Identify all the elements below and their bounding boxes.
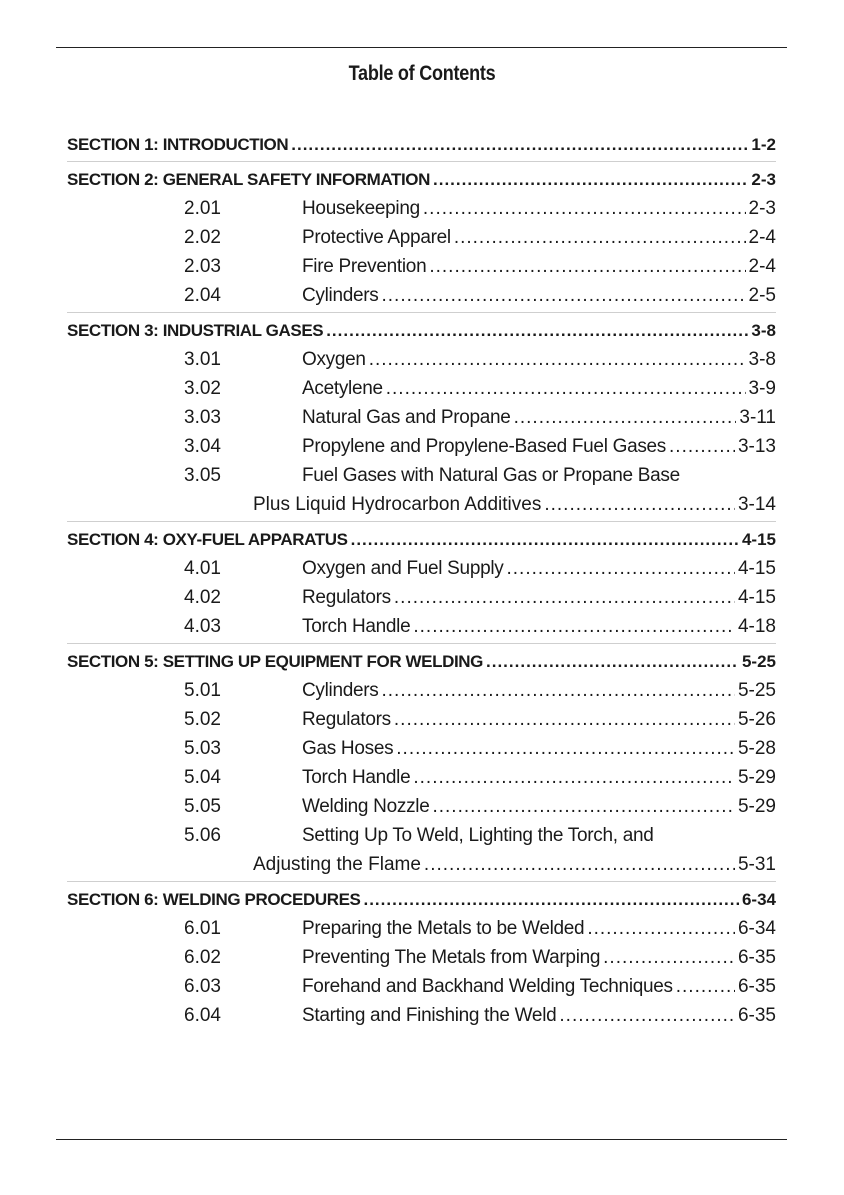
bottom-rule: [56, 1139, 787, 1140]
dot-leader: [423, 194, 746, 223]
subsection-title: Forehand and Backhand Welding Techniques: [302, 976, 673, 997]
subsection-title: Protective Apparel: [302, 227, 451, 248]
subsection-number: 3.05: [184, 465, 221, 486]
subsection-title: Oxygen: [302, 349, 366, 370]
top-rule: [56, 47, 787, 48]
toc-subsection-row[interactable]: [67, 676, 776, 705]
subsection-number: 4.03: [184, 616, 221, 637]
dot-leader: [382, 281, 746, 310]
dot-leader: [454, 223, 746, 252]
dot-leader: [486, 647, 739, 676]
dot-leader: [433, 165, 748, 194]
toc-subsection-row[interactable]: [67, 763, 776, 792]
subsection-title: Preparing the Metals to be Welded: [302, 918, 585, 939]
dot-leader: [603, 943, 735, 972]
section-divider: [67, 161, 776, 162]
toc-subsection-row[interactable]: [67, 345, 776, 374]
subsection-page-number: 6-35: [737, 1005, 776, 1026]
dot-leader: [394, 705, 735, 734]
dot-leader: [291, 130, 748, 159]
subsection-title: Cylinders: [302, 285, 379, 306]
toc-subsection-row[interactable]: [67, 1001, 776, 1030]
subsection-page-number: 4-15: [737, 587, 776, 608]
subsection-page-number: 5-25: [737, 680, 776, 701]
subsection-title-continued: Plus Liquid Hydrocarbon Additives: [253, 494, 542, 515]
subsection-number: 4.02: [184, 587, 221, 608]
table-of-contents: [67, 130, 776, 1030]
subsection-page-number: 6-34: [737, 918, 776, 939]
toc-subsection-row[interactable]: [67, 914, 776, 943]
page-title: Table of Contents: [348, 62, 496, 85]
subsection-title: Fire Prevention: [302, 256, 427, 277]
section-divider: [67, 643, 776, 644]
toc-subsection-row[interactable]: [67, 194, 776, 223]
subsection-title: Natural Gas and Propane: [302, 407, 511, 428]
section-title: SECTION 6: WELDING PROCEDURES: [67, 890, 361, 909]
toc-section-row[interactable]: [67, 647, 776, 676]
dot-leader: [669, 432, 735, 461]
subsection-title: Propylene and Propylene-Based Fuel Gases: [302, 436, 667, 457]
subsection-page-number: 4-15: [737, 558, 776, 579]
subsection-number: 2.04: [184, 285, 221, 306]
toc-subsection-row[interactable]: [67, 461, 776, 490]
subsection-number: 6.03: [184, 976, 221, 997]
toc-subsection-row[interactable]: [67, 281, 776, 310]
section-page-number: 4-15: [741, 530, 776, 549]
section-page-number: 3-8: [751, 321, 776, 340]
toc-subsection-row[interactable]: [67, 432, 776, 461]
subsection-number: 3.01: [184, 349, 221, 370]
toc-subsection-row[interactable]: [67, 583, 776, 612]
toc-section-row[interactable]: [67, 525, 776, 554]
section-page-number: 6-34: [741, 890, 776, 909]
dot-leader: [382, 676, 735, 705]
subsection-page-number: 2-4: [748, 227, 776, 248]
subsection-title: Acetylene: [302, 378, 383, 399]
subsection-page-number: 3-8: [748, 349, 776, 370]
subsection-number: 5.04: [184, 767, 221, 788]
subsection-number: 4.01: [184, 558, 221, 579]
subsection-title: Housekeeping: [302, 198, 420, 219]
subsection-page-number: 5-29: [737, 767, 776, 788]
subsection-page-number: 5-29: [737, 796, 776, 817]
subsection-title: Regulators: [302, 709, 391, 730]
toc-subsection-row[interactable]: [67, 403, 776, 432]
subsection-page-number: 4-18: [737, 616, 776, 637]
subsection-number: 3.04: [184, 436, 221, 457]
section-divider: [67, 312, 776, 313]
subsection-title: Fuel Gases with Natural Gas or Propane Base: [302, 465, 680, 486]
dot-leader: [413, 763, 735, 792]
subsection-number: 2.01: [184, 198, 221, 219]
subsection-title: Welding Nozzle: [302, 796, 430, 817]
toc-subsection-row[interactable]: [67, 792, 776, 821]
toc-subsection-continuation[interactable]: [67, 850, 776, 879]
subsection-page-number: 2-4: [748, 256, 776, 277]
dot-leader: [424, 850, 735, 879]
section-title: SECTION 5: SETTING UP EQUIPMENT FOR WELDING: [67, 652, 484, 671]
dot-leader: [363, 885, 738, 914]
toc-section-row[interactable]: [67, 885, 776, 914]
dot-leader: [351, 525, 739, 554]
section-divider: [67, 881, 776, 882]
dot-leader: [369, 345, 746, 374]
toc-subsection-row[interactable]: [67, 972, 776, 1001]
section-title: SECTION 4: OXY-FUEL APPARATUS: [67, 530, 348, 549]
subsection-page-number: 5-26: [737, 709, 776, 730]
dot-leader: [429, 252, 745, 281]
subsection-title: Gas Hoses: [302, 738, 394, 759]
dot-leader: [326, 316, 748, 345]
dot-leader: [587, 914, 735, 943]
dot-leader: [413, 612, 735, 641]
subsection-number: 5.02: [184, 709, 221, 730]
subsection-number: 2.02: [184, 227, 221, 248]
subsection-page-number: 3-11: [739, 407, 776, 428]
subsection-title: Torch Handle: [302, 767, 411, 788]
section-page-number: 1-2: [751, 135, 776, 154]
subsection-number: 6.01: [184, 918, 221, 939]
toc-section-row[interactable]: [67, 165, 776, 194]
subsection-page-number: 2-5: [748, 285, 776, 306]
section-divider: [67, 521, 776, 522]
toc-subsection-row[interactable]: [67, 612, 776, 641]
subsection-page-number: 6-35: [737, 947, 776, 968]
subsection-page-number: 3-9: [748, 378, 776, 399]
dot-leader: [514, 403, 737, 432]
subsection-title: Preventing The Metals from Warping: [302, 947, 601, 968]
toc-subsection-row[interactable]: [67, 374, 776, 403]
subsection-number: 3.02: [184, 378, 221, 399]
subsection-page-number: 5-31: [737, 854, 776, 875]
subsection-title: Regulators: [302, 587, 391, 608]
section-title: SECTION 3: INDUSTRIAL GASES: [67, 321, 324, 340]
subsection-title: Oxygen and Fuel Supply: [302, 558, 504, 579]
toc-subsection-row[interactable]: [67, 734, 776, 763]
dot-leader: [506, 554, 734, 583]
subsection-page-number: 2-3: [748, 198, 776, 219]
toc-subsection-row[interactable]: [67, 705, 776, 734]
section-page-number: 2-3: [751, 170, 776, 189]
section-title: SECTION 1: INTRODUCTION: [67, 135, 289, 154]
subsection-page-number: 3-14: [737, 494, 776, 515]
dot-leader: [396, 734, 735, 763]
dot-leader: [559, 1001, 735, 1030]
toc-section-row[interactable]: [67, 130, 776, 159]
subsection-number: 5.06: [184, 825, 221, 846]
toc-section-row[interactable]: [67, 316, 776, 345]
dot-leader: [386, 374, 746, 403]
subsection-number: 6.04: [184, 1005, 221, 1026]
dot-leader: [394, 583, 735, 612]
subsection-page-number: 5-28: [737, 738, 776, 759]
subsection-number: 6.02: [184, 947, 221, 968]
dot-leader: [544, 490, 735, 519]
subsection-number: 2.03: [184, 256, 221, 277]
toc-subsection-row[interactable]: [67, 252, 776, 281]
subsection-title: Starting and Finishing the Weld: [302, 1005, 557, 1026]
subsection-page-number: 3-13: [737, 436, 776, 457]
toc-subsection-row[interactable]: [67, 943, 776, 972]
subsection-page-number: 6-35: [737, 976, 776, 997]
dot-leader: [676, 972, 735, 1001]
subsection-title: Torch Handle: [302, 616, 411, 637]
subsection-title: Setting Up To Weld, Lighting the Torch, and: [302, 825, 654, 846]
toc-subsection-continuation[interactable]: [67, 490, 776, 519]
subsection-title-continued: Adjusting the Flame: [253, 854, 421, 875]
subsection-number: 3.03: [184, 407, 221, 428]
subsection-number: 5.03: [184, 738, 221, 759]
subsection-title: Cylinders: [302, 680, 379, 701]
section-page-number: 5-25: [741, 652, 776, 671]
subsection-number: 5.05: [184, 796, 221, 817]
toc-subsection-row[interactable]: [67, 223, 776, 252]
toc-subsection-row[interactable]: [67, 554, 776, 583]
subsection-number: 5.01: [184, 680, 221, 701]
dot-leader: [432, 792, 735, 821]
section-title: SECTION 2: GENERAL SAFETY INFORMATION: [67, 170, 431, 189]
toc-subsection-row[interactable]: [67, 821, 776, 850]
